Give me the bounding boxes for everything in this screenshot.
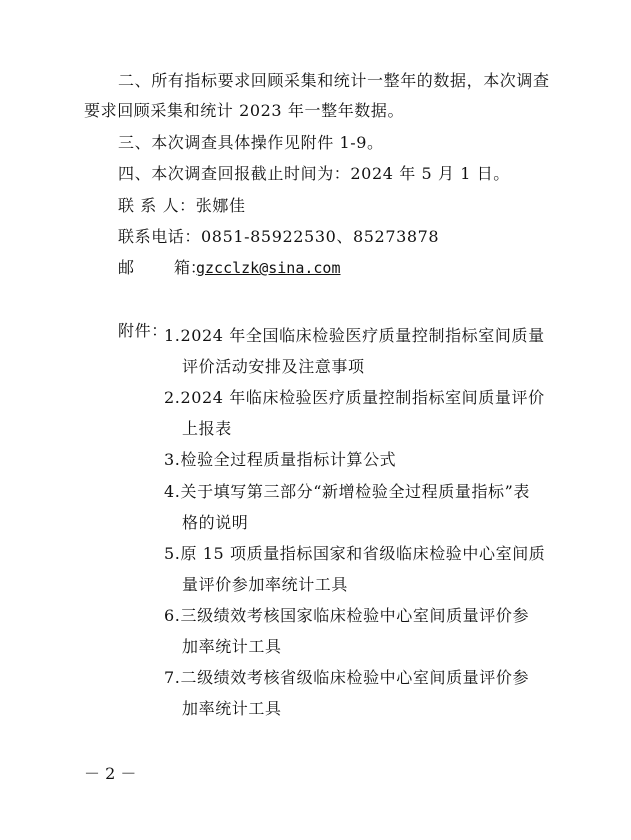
contact-email-label: 邮 箱： — [118, 258, 207, 277]
attachment-item — [164, 476, 530, 538]
attachment-item — [164, 600, 529, 662]
attachment-item-line-1: 6.三级绩效考核国家临床检验中心室间质量评价参 — [164, 606, 530, 625]
paragraph-2-line-2: 要求回顾采集和统计 2023 年一整年数据。 — [84, 101, 405, 120]
contact-person — [118, 195, 246, 217]
contact-phone-label: 联系电话： — [118, 227, 202, 246]
paragraph-2-line-1: 二、所有指标要求回顾采集和统计一整年的数据，本次调查 — [118, 71, 550, 90]
attachment-item-line-1: 1.2024 年全国临床检验医疗质量控制指标室间质量 — [164, 326, 545, 345]
attachments-label: 附件： — [118, 321, 168, 340]
attachment-item — [164, 320, 545, 382]
attachment-item-line-2: 格的说明 — [182, 513, 249, 532]
attachment-item — [164, 538, 545, 600]
attachment-item-line-1: 7.二级绩效考核省级临床检验中心室间质量评价参 — [164, 668, 530, 687]
contact-email — [118, 257, 341, 279]
attachment-item-line-2: 量评价参加率统计工具 — [182, 575, 349, 594]
attachment-item-line-2: 上报表 — [182, 419, 232, 438]
paragraph-4: 四、本次调查回报截止时间为：2024 年 5 月 1 日。 — [118, 164, 510, 183]
attachment-item-line-1: 3.检验全过程质量指标计算公式 — [164, 450, 397, 469]
attachment-item — [164, 662, 529, 724]
contact-phone — [118, 226, 439, 248]
contact-email-link[interactable]: gzcclzk@sina.com — [196, 259, 341, 277]
attachment-item-line-1: 5.原 15 项质量指标国家和省级临床检验中心室间质 — [164, 544, 546, 563]
attachment-item-line-2: 加率统计工具 — [182, 637, 282, 656]
attachment-item — [164, 382, 545, 444]
contact-person-label: 联 系 人： — [118, 196, 196, 215]
contact-phone-number: 0851-85922530、85273878 — [201, 227, 440, 246]
attachment-item-line-1: 2.2024 年临床检验医疗质量控制指标室间质量评价 — [164, 388, 545, 407]
attachment-item-line-2: 评价活动安排及注意事项 — [182, 357, 365, 376]
contact-person-name: 张娜佳 — [195, 196, 246, 215]
page-number: － 2 － — [84, 764, 137, 783]
attachment-item-line-2: 加率统计工具 — [182, 699, 282, 718]
attachment-item — [164, 444, 396, 475]
paragraph-3: 三、本次调查具体操作见附件 1-9。 — [118, 133, 384, 152]
attachment-item-line-1: 4.关于填写第三部分“新增检验全过程质量指标”表 — [164, 482, 531, 501]
